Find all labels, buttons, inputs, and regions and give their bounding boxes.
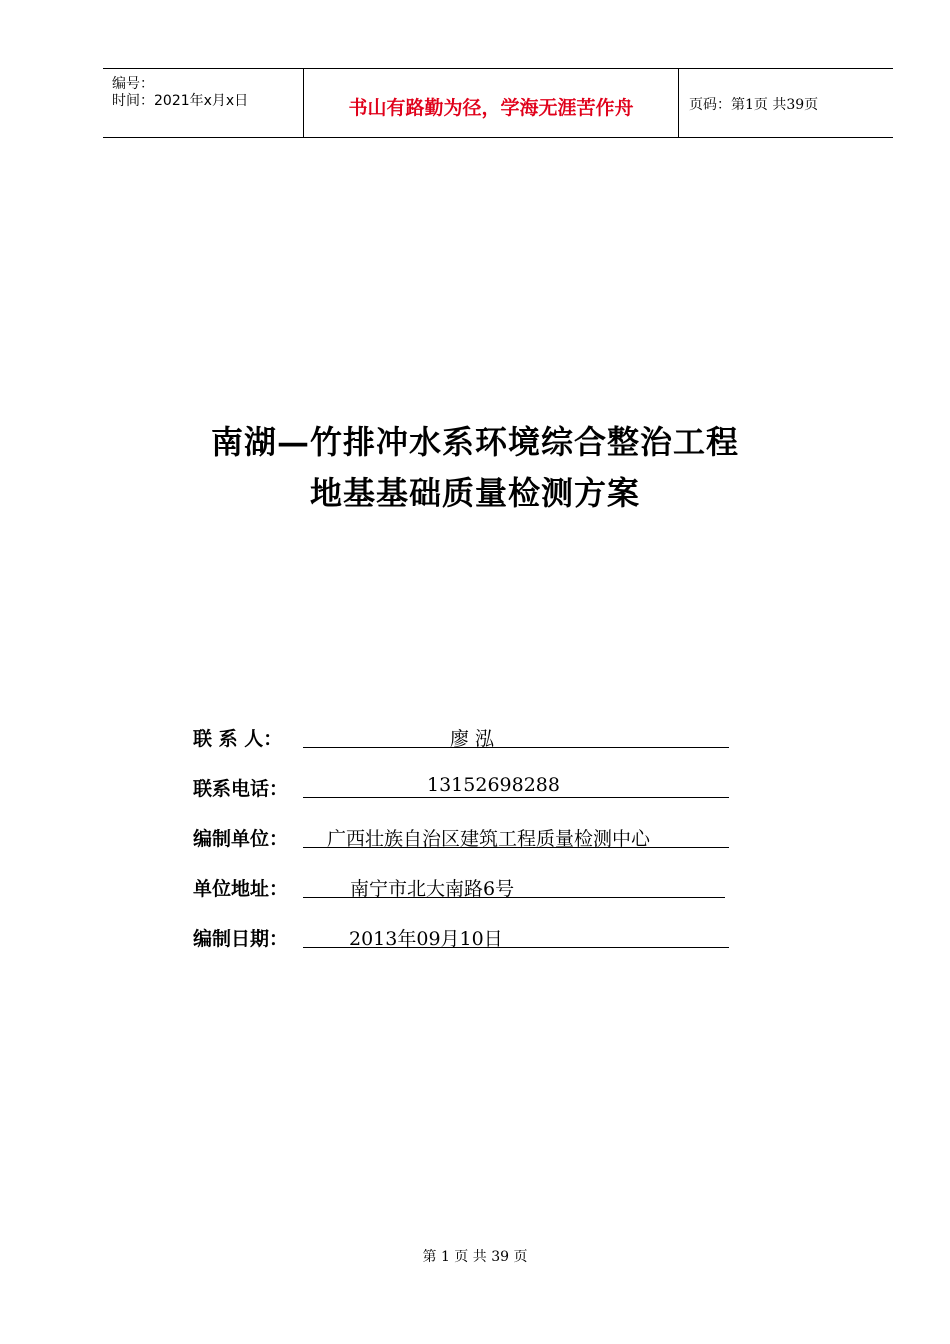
contact-row <box>193 724 733 754</box>
document-number-label: 编号： <box>112 76 154 92</box>
address-value: 南宁市北大南路6号 <box>350 878 515 900</box>
document-time-label: 时间：2021年x月x日 <box>112 93 249 109</box>
header-motto: 书山有路勤为径，学海无涯苦作舟 <box>348 97 634 119</box>
header-page-code: 页码：第1页 共39页 <box>689 97 819 113</box>
date-row <box>193 924 733 954</box>
phone-row <box>193 774 733 804</box>
phone-value: 13152698288 <box>427 774 560 796</box>
contact-value: 廖 泓 <box>450 728 495 750</box>
org-value: 广西壮族自治区建筑工程质量检测中心 <box>327 828 651 850</box>
contact-underline <box>303 747 729 748</box>
org-row <box>193 824 733 854</box>
header-middle-cell <box>304 69 679 137</box>
page-footer: 第 1 页 共 39 页 <box>422 1249 528 1265</box>
contact-label: 联 系 人： <box>193 728 283 750</box>
address-label: 单位地址： <box>193 878 289 900</box>
header-left-cell <box>103 69 304 137</box>
document-title-line-2: 地基基础质量检测方案 <box>309 474 640 512</box>
header-right-cell <box>679 69 893 137</box>
page-header <box>103 68 893 138</box>
phone-label: 联系电话： <box>193 778 289 800</box>
date-value: 2013年09月10日 <box>349 928 503 950</box>
date-label: 编制日期： <box>193 928 289 950</box>
org-label: 编制单位： <box>193 828 289 850</box>
phone-underline <box>303 797 729 798</box>
document-title-line-1: 南湖—竹排冲水系环境综合整治工程 <box>210 423 739 461</box>
address-row <box>193 874 733 904</box>
